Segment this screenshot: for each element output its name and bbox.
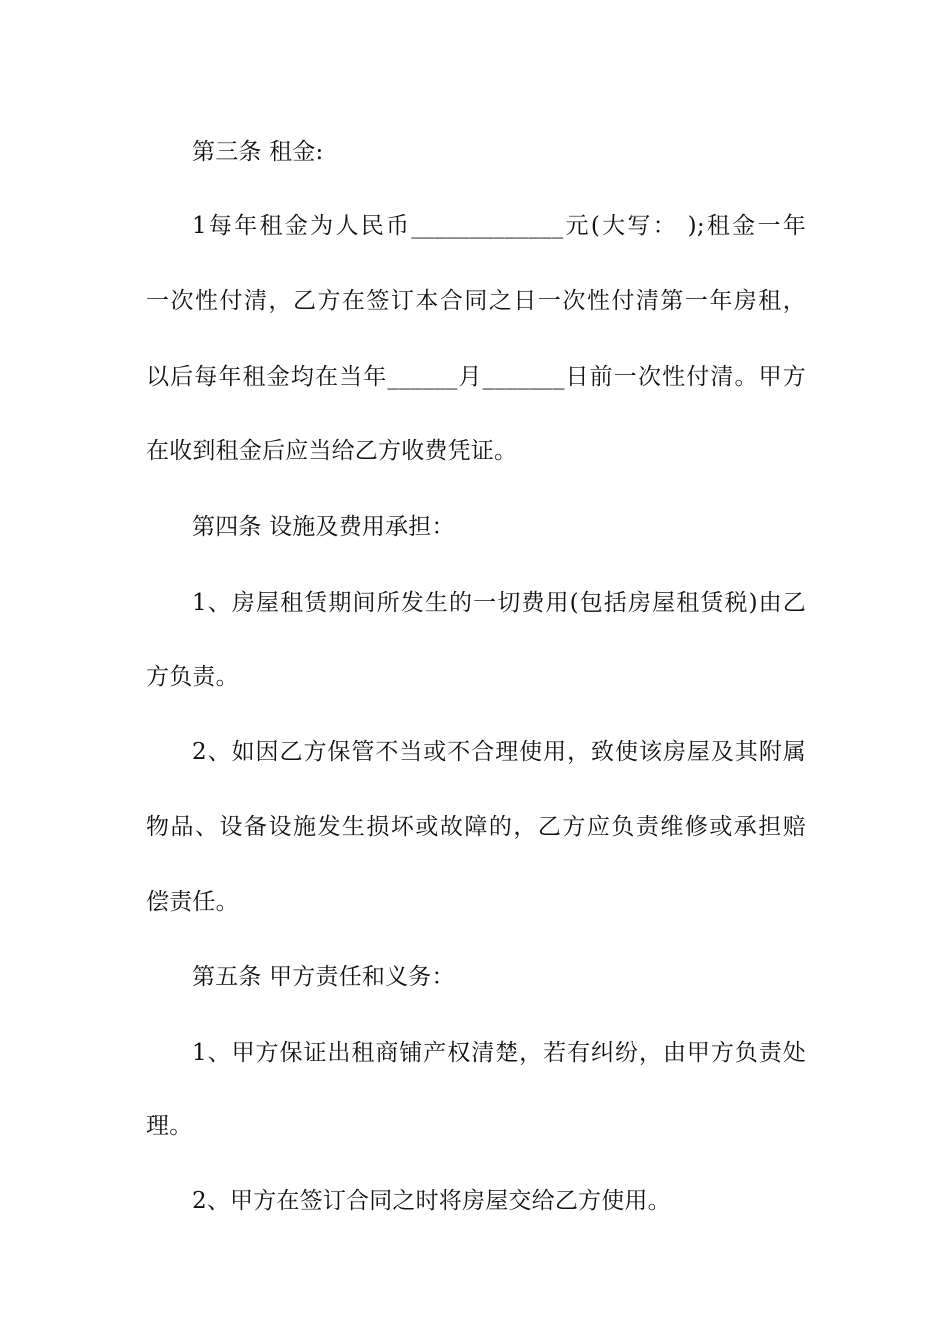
article-3-heading: 第三条 租金:	[192, 139, 324, 165]
text-line: 2、如因乙方保管不当或不合理使用，致使该房屋及其附属	[192, 739, 806, 765]
article-5-heading: 第五条 甲方责任和义务：	[192, 964, 455, 990]
article-4-heading: 第四条 设施及费用承担：	[192, 514, 455, 540]
text-line: 2、甲方在签订合同之时将房屋交给乙方使用。	[192, 1188, 671, 1214]
text-line: 一次性付清，乙方在签订本合同之日一次性付清第一年房租，	[146, 288, 806, 314]
text-line: 物品、设备设施发生损坏或故障的，乙方应负责维修或承担赔	[146, 814, 806, 840]
text-line: 在收到租金后应当给乙方收费凭证。	[146, 438, 518, 464]
text-line: 理。	[146, 1113, 193, 1139]
text-line: 方负责。	[146, 664, 239, 690]
text-line: 偿责任。	[146, 889, 239, 915]
text-line: 1每年租金为人民币_____________元(大写： );租金一年	[192, 213, 806, 239]
text-line: 以后每年租金均在当年______月_______日前一次性付清。甲方	[146, 364, 806, 390]
text-line: 1、甲方保证出租商铺产权清楚，若有纠纷，由甲方负责处	[192, 1040, 806, 1066]
text-line: 1、房屋租赁期间所发生的一切费用(包括房屋租赁税)由乙	[192, 590, 806, 616]
